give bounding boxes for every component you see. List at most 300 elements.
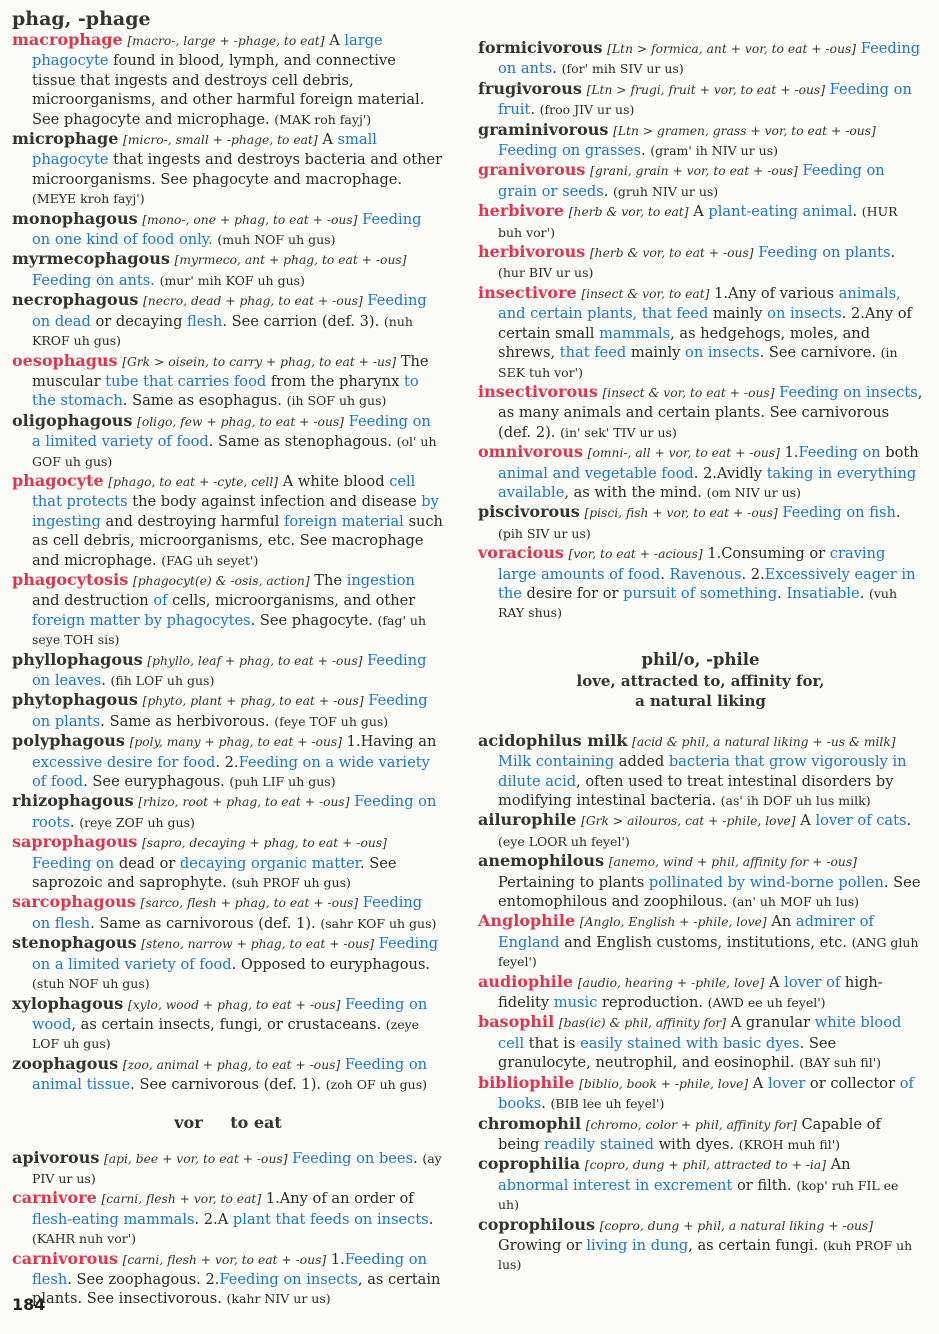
- phil-entries: [478, 731, 923, 1275]
- definition-highlight: Feeding on leaves: [32, 651, 427, 689]
- entry-headword: insectivore: [478, 282, 577, 302]
- entry-headword: carnivorous: [12, 1248, 118, 1268]
- entry-etymology: [grani, grain + vor, to eat + -ous]: [590, 164, 798, 179]
- definition-highlight: of: [153, 592, 168, 610]
- entry-pronunciation: (KAHR nuh vor'): [32, 1231, 137, 1247]
- definition-text: A: [329, 32, 345, 49]
- dictionary-entry: [478, 810, 923, 851]
- entry-headword: frugivorous: [478, 78, 582, 98]
- definition-text: , as many animals and certain plants. See carnivorous (def. 2).: [498, 383, 923, 441]
- entry-etymology: [Grk > ailouros, cat + -phile, love]: [581, 814, 796, 829]
- entry-pronunciation: (ay PIV ur us): [32, 1150, 442, 1186]
- definition-highlight: Feeding on a wide variety of food: [32, 753, 430, 791]
- entry-body: [12, 411, 444, 471]
- entry-etymology: [pisci, fish + vor, to eat + -ous]: [584, 506, 778, 521]
- entry-body: [478, 1215, 923, 1275]
- definition-text: from the pharynx: [266, 372, 404, 390]
- entry-headword: insectivorous: [478, 381, 598, 401]
- dictionary-entry: [478, 1215, 923, 1275]
- entry-etymology: [phago, to eat + -cyte, cell]: [108, 474, 279, 489]
- entry-body: [12, 30, 444, 129]
- definition-text: . Opposed to euryphagous.: [231, 955, 431, 973]
- entry-etymology: [copro, dung + phil, a natural liking + -ous]: [599, 1218, 874, 1233]
- definition-highlight: lover of cats: [815, 812, 907, 830]
- dictionary-entry: [478, 38, 923, 79]
- entry-body: [12, 129, 444, 209]
- entry-pronunciation: (MEYE kroh fayj'): [32, 191, 145, 207]
- entry-body: [478, 810, 923, 851]
- phil-meaning-line-2: a natural liking: [635, 691, 766, 710]
- page-number: 184: [12, 1295, 46, 1314]
- definition-highlight: large phagocyte: [32, 32, 383, 70]
- entry-pronunciation: (kop' ruh FIL ee uh): [498, 1177, 899, 1213]
- definition-text: . See saprozoic and saprophyte.: [32, 854, 397, 892]
- entry-headword: xylophagous: [12, 993, 124, 1013]
- entry-body: [478, 911, 923, 971]
- entry-pronunciation: (ih SOF uh gus): [286, 393, 387, 409]
- entry-body: [12, 1188, 444, 1248]
- definition-text: . 2.Avidly: [693, 464, 767, 482]
- entry-etymology: [chromo, color + phil, affinity for]: [585, 1117, 797, 1132]
- definition-text: or filth.: [732, 1176, 792, 1194]
- entry-etymology: [zoo, animal + phag, to eat + -ous]: [122, 1057, 341, 1072]
- entry-pronunciation: (zeye LOF uh gus): [32, 1016, 420, 1052]
- definition-highlight: plant-eating animal: [708, 203, 853, 221]
- entry-etymology: [vor, to eat + -acious]: [568, 547, 703, 562]
- definition-highlight: Feeding on plants: [32, 692, 428, 730]
- entry-pronunciation: (in' sek' TIV ur us): [560, 424, 677, 440]
- entry-headword: herbivorous: [478, 242, 586, 262]
- entry-etymology: [insect & vor, to eat + -ous]: [602, 385, 775, 400]
- definition-highlight: lover of: [784, 973, 841, 991]
- dictionary-entry: [478, 972, 923, 1013]
- entry-body: [12, 1148, 444, 1189]
- definition-text: .: [906, 812, 912, 830]
- entry-body: [478, 160, 923, 201]
- entry-body: [12, 290, 444, 350]
- definition-highlight: mammals: [599, 324, 671, 342]
- definition-highlight: abnormal interest in excrement: [498, 1176, 733, 1194]
- entry-etymology: [steno, narrow + phag, to eat + -ous]: [141, 937, 375, 952]
- definition-text: , as certain fungi.: [688, 1236, 819, 1254]
- entry-body: [478, 543, 923, 623]
- entry-etymology: [carni, flesh + vor, to eat]: [101, 1192, 262, 1207]
- entry-body: [478, 851, 923, 911]
- definition-text: 1.: [330, 1250, 345, 1268]
- entry-pronunciation: (eye LOOR uh feyel'): [498, 833, 630, 849]
- dictionary-entry: [478, 543, 923, 623]
- entry-etymology: [bas(ic) & phil, affinity for]: [558, 1016, 727, 1031]
- entry-etymology: [carni, flesh + vor, to eat + -ous]: [122, 1252, 327, 1267]
- definition-highlight: Feeding on one kind of food only.: [32, 210, 422, 249]
- definition-text: .: [660, 565, 670, 583]
- definition-text: A white blood: [282, 472, 390, 490]
- entry-pronunciation: (HUR buh vor'): [498, 204, 898, 240]
- dictionary-entry: [478, 79, 923, 120]
- entry-etymology: [biblio, book + -phile, love]: [579, 1076, 749, 1091]
- definition-highlight: Feeding on grasses: [498, 142, 641, 160]
- entry-etymology: [mono-, one + phag, to eat + -ous]: [142, 212, 358, 227]
- entry-etymology: [phyllo, leaf + phag, to eat + -ous]: [147, 653, 363, 668]
- entry-headword: acidophilus milk: [478, 730, 628, 750]
- definition-text: .: [852, 203, 858, 221]
- definition-text: . See euryphagous.: [83, 773, 225, 791]
- dictionary-entry: [12, 933, 444, 993]
- definition-text: 1.Having an: [346, 733, 437, 751]
- entry-pronunciation: (nuh KROF uh gus): [32, 313, 413, 349]
- entry-etymology: [herb & vor, to eat + -ous]: [589, 246, 754, 261]
- definition-text: 1.: [784, 444, 799, 462]
- entry-pronunciation: (stuh NOF uh gus): [32, 976, 150, 992]
- definition-highlight: Feeding on insects: [219, 1270, 358, 1288]
- definition-text: , as hedgehogs, moles, and shrews,: [498, 324, 871, 362]
- definition-highlight: animal and vegetable food: [498, 464, 694, 482]
- entry-body: [478, 1154, 923, 1214]
- definition-highlight: Milk containing: [498, 753, 615, 771]
- entry-etymology: [acid & phil, a natural liking + -us & milk]: [632, 734, 896, 749]
- entry-pronunciation: (zoh OF uh gus): [325, 1077, 428, 1093]
- section-heading-phag: phag, -phage: [12, 8, 151, 30]
- entry-etymology: [omni-, all + vor, to eat + -ous]: [587, 446, 780, 461]
- section-heading-phil: [478, 649, 923, 711]
- entry-headword: stenophagous: [12, 933, 137, 953]
- entry-headword: voracious: [478, 543, 564, 563]
- entry-etymology: [oligo, few + phag, to eat + -ous]: [137, 414, 344, 429]
- dictionary-entry: [478, 1114, 923, 1155]
- entry-headword: carnivore: [12, 1188, 97, 1208]
- definition-text: the body against infection and disease: [127, 493, 422, 511]
- dictionary-entry: [478, 382, 923, 442]
- entry-body: [478, 1073, 923, 1114]
- phag-entries: [12, 30, 444, 1095]
- entry-headword: monophagous: [12, 208, 138, 228]
- entry-etymology: [Ltn > formica, ant + vor, to eat + -ous]: [607, 42, 857, 56]
- dictionary-entry: [478, 502, 923, 543]
- definition-text: added: [614, 753, 669, 771]
- definition-text: . See phagocyte.: [250, 611, 373, 629]
- definition-highlight: Feeding on ants: [498, 40, 921, 78]
- entry-headword: phagocyte: [12, 470, 104, 490]
- entry-pronunciation: (muh NOF uh gus): [217, 232, 336, 248]
- entry-etymology: [micro-, small + -phage, to eat]: [123, 133, 318, 148]
- entry-pronunciation: (fih LOF uh gus): [110, 673, 215, 688]
- dictionary-entry: [12, 411, 444, 471]
- definition-highlight: Feeding on wood: [32, 995, 428, 1033]
- entry-headword: phagocytosis: [12, 569, 129, 589]
- vor-meaning: to eat: [230, 1112, 282, 1132]
- entry-etymology: [insect & vor, to eat]: [581, 286, 710, 301]
- entry-pronunciation: (om NIV ur us): [706, 484, 802, 500]
- definition-highlight: of books: [498, 1074, 914, 1113]
- definition-text: 1.Any of an order of: [265, 1190, 414, 1208]
- definition-text: . See entomophilous and zoophilous.: [498, 873, 921, 911]
- definition-highlight: white blood cell: [498, 1014, 902, 1052]
- definition-text: .: [69, 813, 75, 831]
- dictionary-entry: [12, 892, 444, 933]
- definition-text: Capable of being: [498, 1115, 881, 1153]
- entry-etymology: [myrmeco, ant + phag, to eat + -ous]: [174, 253, 407, 268]
- definition-highlight: bacteria that grow vigorously in dilute acid: [498, 753, 907, 790]
- definition-highlight: Feeding on: [32, 854, 115, 872]
- definition-text: .: [895, 504, 901, 522]
- definition-highlight: on insects: [767, 305, 842, 323]
- definition-highlight: tube that carries food: [105, 372, 267, 390]
- entry-body: [478, 38, 923, 79]
- entry-body: [12, 1249, 444, 1309]
- definition-text: A: [768, 973, 785, 991]
- entry-pronunciation: (FAG uh seyet'): [161, 552, 259, 568]
- entry-etymology: [Ltn > frugi, fruit + vor, to eat + -ous]: [586, 82, 826, 97]
- definition-text: . See granulocyte, neutrophil, and eosinophil.: [498, 1034, 837, 1072]
- entry-headword: macrophage: [12, 30, 123, 49]
- dictionary-entry: [12, 1054, 444, 1095]
- entry-body: [478, 442, 923, 502]
- definition-highlight: flesh-eating mammals: [32, 1210, 195, 1228]
- entry-pronunciation: (fag' uh seye TOH sis): [32, 612, 427, 648]
- phil-meaning-line-1: love, attracted to, affinity for,: [576, 671, 825, 690]
- entry-body: [478, 502, 923, 543]
- definition-highlight: Ravenous: [669, 565, 742, 583]
- definition-text: desire for or: [521, 584, 624, 602]
- definition-highlight: small phagocyte: [32, 131, 377, 169]
- entry-etymology: [anemo, wind + phil, affinity for + -ous]: [608, 855, 857, 870]
- definition-highlight: ingestion: [346, 571, 415, 589]
- entry-pronunciation: (pih SIV ur us): [498, 525, 591, 541]
- entry-etymology: [xylo, wood + phag, to eat + -ous]: [127, 997, 341, 1012]
- definition-text: cells, microorganisms, and other: [167, 592, 416, 610]
- definition-text: A: [693, 203, 709, 221]
- entry-pronunciation: (as' ih DOF uh lus milk): [720, 793, 871, 808]
- entry-pronunciation: (KROH muh fil'): [738, 1136, 841, 1152]
- entry-pronunciation: (feye TOF uh gus): [274, 713, 389, 729]
- entry-headword: microphage: [12, 129, 119, 149]
- definition-text: . Same as esophagus.: [122, 392, 282, 410]
- entry-headword: anemophilous: [478, 851, 605, 871]
- entry-body: [478, 972, 923, 1013]
- definition-text: mainly: [626, 344, 686, 362]
- definition-text: .: [530, 101, 535, 119]
- entry-pronunciation: (vuh RAY shus): [498, 585, 898, 621]
- dictionary-entry: [478, 1012, 923, 1072]
- definition-highlight: Feeding on ants.: [32, 271, 155, 289]
- definition-highlight: Feeding on dead: [32, 292, 427, 330]
- entry-pronunciation: (kuh PROF uh lus): [498, 1237, 913, 1273]
- dictionary-entry: [12, 249, 444, 290]
- definition-text: found in blood, lymph, and connective tissue that ingests and destroys cell debris, microorganisms, and other harmful foreign material. See phagocyte and microphage.: [32, 52, 425, 128]
- definition-highlight: Feeding on grain or seeds: [498, 162, 885, 200]
- definition-text: .: [890, 244, 896, 262]
- entry-headword: audiophile: [478, 971, 574, 991]
- definition-text: . Same as stenophagous.: [208, 433, 392, 451]
- entry-etymology: [phagocyt(e) & -osis, action]: [132, 573, 310, 588]
- definition-text: .: [603, 182, 609, 200]
- definition-highlight: lover: [767, 1074, 806, 1092]
- entry-body: [478, 283, 923, 382]
- vor-entries-continued: [478, 38, 923, 623]
- definition-text: mainly: [708, 305, 768, 323]
- definition-text: and destruction: [32, 592, 154, 610]
- dictionary-entry: [12, 570, 444, 650]
- definition-highlight: Feeding on plants: [758, 244, 891, 262]
- definition-text: and destroying harmful: [100, 512, 284, 530]
- entry-body: [12, 209, 444, 250]
- definition-text: both: [880, 444, 919, 462]
- vor-root: vor: [174, 1112, 203, 1132]
- definition-highlight: Feeding on fruit: [498, 80, 912, 119]
- definition-text: 1.Consuming or: [707, 545, 830, 563]
- entry-headword: coprophilia: [478, 1154, 581, 1174]
- entry-pronunciation: (in SEK tuh vor'): [498, 345, 898, 380]
- vor-entries: [12, 1148, 444, 1309]
- definition-text: . Same as carnivorous (def. 1).: [90, 914, 316, 932]
- entry-etymology: [phyto, plant + phag, to eat + -ous]: [142, 694, 364, 709]
- definition-text: that ingests and destroys bacteria and other microorganisms. See phagocyte and macrophage.: [32, 151, 443, 188]
- dictionary-entry: [12, 290, 444, 350]
- section-gap: [478, 623, 923, 649]
- definition-highlight: living in dung: [586, 1236, 689, 1254]
- dictionary-entry: [12, 471, 444, 570]
- entry-body: [12, 351, 444, 411]
- entry-body: [12, 832, 444, 892]
- definition-highlight: animals, and certain plants, that feed: [498, 284, 901, 323]
- entry-body: [12, 650, 444, 691]
- definition-text: , often used to treat intestinal disorders by modifying intestinal bacteria.: [498, 772, 894, 809]
- definition-highlight: on insects: [685, 344, 760, 362]
- definition-highlight: Feeding on: [798, 444, 881, 462]
- definition-text: . See carnivore.: [759, 344, 876, 362]
- definition-highlight: cell that protects: [32, 472, 416, 511]
- entry-headword: omnivorous: [478, 442, 584, 462]
- dictionary-entry: [12, 1148, 444, 1189]
- entry-body: [478, 1114, 923, 1155]
- entry-body: [12, 994, 444, 1054]
- entry-headword: oligophagous: [12, 410, 133, 430]
- dictionary-entry: [12, 351, 444, 411]
- definition-text: A: [800, 812, 816, 830]
- definition-highlight: decaying organic matter: [179, 854, 360, 872]
- definition-text: .: [413, 1149, 418, 1167]
- entry-pronunciation: (kahr NIV ur us): [226, 1291, 331, 1307]
- definition-text: .: [541, 1095, 546, 1113]
- definition-text: .: [428, 1210, 434, 1228]
- definition-highlight: easily stained with basic dyes: [580, 1034, 800, 1052]
- entry-headword: ailurophile: [478, 810, 577, 830]
- entry-body: [12, 249, 444, 290]
- definition-text: dead or: [114, 854, 180, 872]
- entry-headword: phytophagous: [12, 690, 138, 710]
- definition-text: The: [314, 571, 347, 589]
- entry-body: [478, 242, 923, 283]
- definition-highlight: Feeding on a limited variety of food: [32, 412, 431, 451]
- entry-pronunciation: (AWD ee uh feyel'): [707, 995, 826, 1011]
- entry-body: [478, 731, 923, 811]
- entry-etymology: [sarco, flesh + phag, to eat + -ous]: [140, 896, 359, 911]
- entry-etymology: [poly, many + phag, to eat + -ous]: [129, 735, 343, 750]
- definition-highlight: excessive desire for food: [32, 753, 216, 771]
- entry-etymology: [Grk > oisein, to carry + phag, to eat + -us]: [122, 354, 397, 369]
- definition-text: . See zoophagous. 2.: [67, 1270, 220, 1288]
- definition-text: that is: [524, 1034, 581, 1052]
- definition-text: , as certain insects, fungi, or crustaceans.: [71, 1015, 382, 1033]
- definition-text: A: [322, 131, 338, 149]
- entry-body: [12, 690, 444, 731]
- entry-headword: basophil: [478, 1012, 555, 1032]
- entry-headword: sarcophagous: [12, 892, 136, 912]
- definition-text: .: [552, 60, 557, 78]
- dictionary-entry: [478, 201, 923, 242]
- definition-highlight: to the stomach: [32, 372, 419, 410]
- definition-text: reproduction.: [597, 994, 704, 1012]
- entry-pronunciation: (reye ZOF uh gus): [79, 814, 195, 830]
- definition-text: or collector: [805, 1074, 900, 1092]
- left-column: [12, 0, 444, 1309]
- entry-etymology: [herb & vor, to eat]: [568, 205, 689, 220]
- dictionary-entry: [478, 160, 923, 201]
- right-column-top-spacer: [478, 0, 923, 38]
- entry-pronunciation: (ol' uh GOF uh gus): [32, 434, 437, 469]
- section-heading-vor: [12, 1095, 444, 1148]
- entry-pronunciation: (mur' mih KOF uh gus): [159, 272, 305, 288]
- entry-pronunciation: (MAK roh fayj'): [274, 111, 372, 127]
- entry-headword: oesophagus: [12, 350, 118, 370]
- definition-highlight: Feeding on bees: [292, 1149, 414, 1167]
- entry-headword: coprophilous: [478, 1214, 595, 1234]
- definition-highlight: Feeding on insects: [779, 383, 918, 401]
- entry-pronunciation: (suh PROF uh gus): [231, 875, 351, 891]
- entry-headword: zoophagous: [12, 1053, 119, 1073]
- phil-head-gap: [478, 711, 923, 731]
- entry-body: [478, 79, 923, 120]
- dictionary-entry: [12, 209, 444, 250]
- definition-text: Growing or: [498, 1236, 587, 1254]
- entry-headword: Anglophile: [478, 911, 576, 931]
- definition-highlight: Feeding on animal tissue: [32, 1055, 428, 1094]
- entry-pronunciation: (sahr KOF uh gus): [320, 915, 437, 931]
- definition-text: and English customs, institutions, etc.: [559, 933, 847, 951]
- entry-pronunciation: (froo JIV ur us): [539, 102, 635, 118]
- entry-body: [12, 1054, 444, 1095]
- entry-body: [12, 471, 444, 570]
- entry-pronunciation: (BAY suh fil'): [799, 1055, 882, 1071]
- entry-headword: saprophagous: [12, 832, 138, 852]
- entry-headword: graminivorous: [478, 119, 609, 139]
- entry-body: [478, 201, 923, 242]
- dictionary-entry: [12, 690, 444, 731]
- entry-pronunciation: (gruh NIV ur us): [613, 183, 719, 199]
- definition-highlight: Excessively eager in the: [498, 565, 916, 602]
- entry-etymology: [rhizo, root + phag, to eat + -ous]: [138, 795, 350, 810]
- definition-highlight: Insatiable: [786, 584, 860, 602]
- definition-highlight: admirer of England: [498, 913, 874, 951]
- entry-headword: piscivorous: [478, 502, 580, 522]
- definition-text: . 2.: [215, 753, 239, 771]
- phil-root: phil/o, -phile: [641, 649, 760, 669]
- entry-pronunciation: (ANG gluh feyel'): [498, 934, 919, 970]
- definition-highlight: pollinated by wind-borne pollen: [648, 873, 884, 891]
- dictionary-entry: [478, 242, 923, 283]
- entry-headword: chromophil: [478, 1113, 582, 1133]
- dictionary-entry: [478, 283, 923, 382]
- entry-body: [12, 791, 444, 832]
- dictionary-entry: [12, 832, 444, 892]
- dictionary-entry: [478, 1154, 923, 1214]
- dictionary-entry: [478, 442, 923, 502]
- definition-highlight: taking in everything available: [498, 464, 917, 501]
- definition-highlight: plant that feeds on insects: [232, 1210, 429, 1228]
- definition-highlight: Feeding on a limited variety of food: [32, 935, 439, 973]
- definition-text: 1.Any of various: [714, 284, 839, 302]
- definition-highlight: pursuit of something: [623, 584, 778, 602]
